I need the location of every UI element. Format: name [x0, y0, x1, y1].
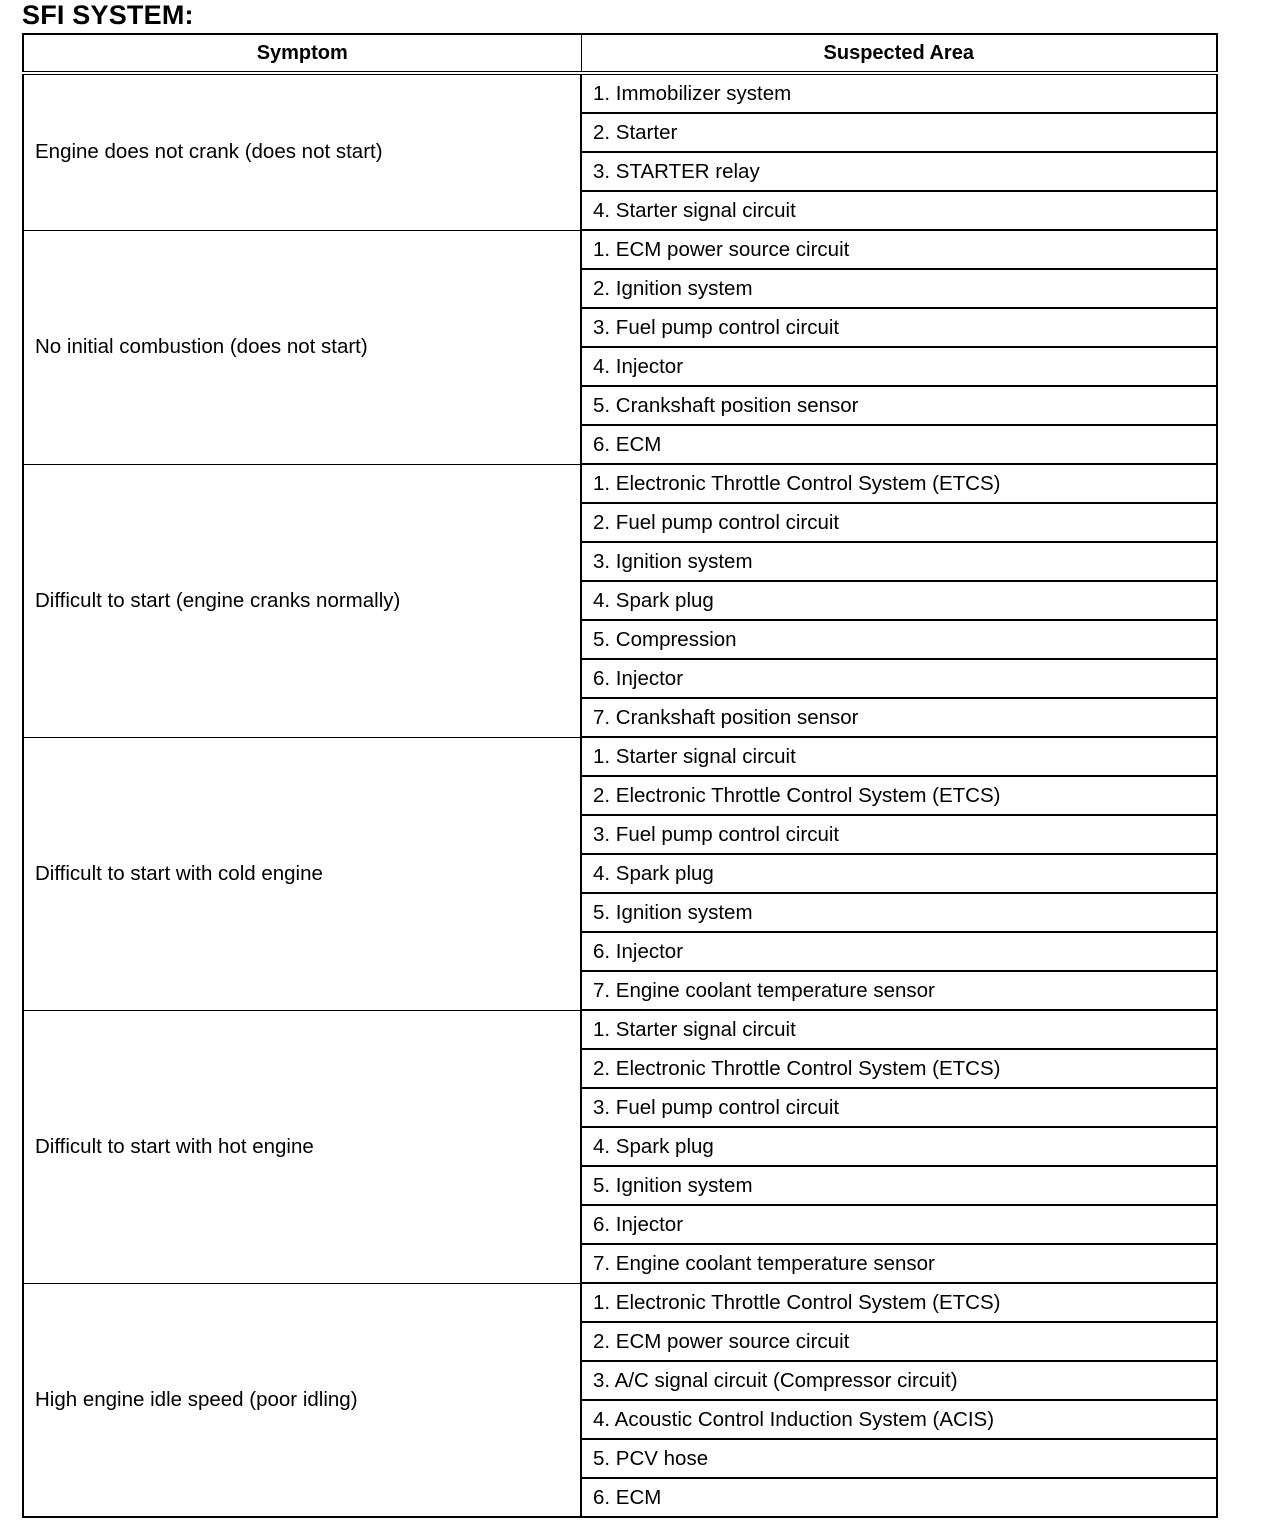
table-body [23, 73, 1217, 1517]
sfi-troubleshooting-table [22, 33, 1218, 1518]
suspected-area-cell: 2. Electronic Throttle Control System (ETCS) [581, 776, 1217, 815]
suspected-area-cell: 2. Ignition system [581, 269, 1217, 308]
suspected-area-cell: 4. Starter signal circuit [581, 191, 1217, 230]
symptom-cell: No initial combustion (does not start) [23, 230, 581, 464]
suspected-area-cell: 5. Ignition system [581, 893, 1217, 932]
suspected-area-cell: 4. Spark plug [581, 1127, 1217, 1166]
suspected-area-cell: 2. ECM power source circuit [581, 1322, 1217, 1361]
table-row [23, 73, 1217, 113]
suspected-area-cell: 4. Spark plug [581, 854, 1217, 893]
suspected-area-cell: 3. STARTER relay [581, 152, 1217, 191]
suspected-area-cell: 3. Ignition system [581, 542, 1217, 581]
suspected-area-cell: 1. Electronic Throttle Control System (ETCS) [581, 464, 1217, 503]
suspected-area-cell: 1. Electronic Throttle Control System (ETCS) [581, 1283, 1217, 1322]
symptom-cell: Engine does not crank (does not start) [23, 73, 581, 230]
table-row [23, 464, 1217, 503]
suspected-area-cell: 7. Engine coolant temperature sensor [581, 1244, 1217, 1283]
suspected-area-cell: 6. ECM [581, 425, 1217, 464]
suspected-area-cell: 4. Acoustic Control Induction System (ACIS) [581, 1400, 1217, 1439]
header-suspected-area: Suspected Area [581, 34, 1217, 73]
suspected-area-cell: 7. Crankshaft position sensor [581, 698, 1217, 737]
suspected-area-cell: 1. Starter signal circuit [581, 1010, 1217, 1049]
suspected-area-cell: 6. Injector [581, 1205, 1217, 1244]
table-row [23, 737, 1217, 776]
symptom-cell: Difficult to start with hot engine [23, 1010, 581, 1283]
suspected-area-cell: 4. Injector [581, 347, 1217, 386]
suspected-area-cell: 2. Starter [581, 113, 1217, 152]
suspected-area-cell: 1. Starter signal circuit [581, 737, 1217, 776]
suspected-area-cell: 4. Spark plug [581, 581, 1217, 620]
suspected-area-cell: 5. PCV hose [581, 1439, 1217, 1478]
suspected-area-cell: 1. Immobilizer system [581, 73, 1217, 113]
header-symptom: Symptom [23, 34, 581, 73]
suspected-area-cell: 3. A/C signal circuit (Compressor circuit) [581, 1361, 1217, 1400]
suspected-area-cell: 6. Injector [581, 932, 1217, 971]
suspected-area-cell: 5. Crankshaft position sensor [581, 386, 1217, 425]
table-row [23, 230, 1217, 269]
table-row [23, 1010, 1217, 1049]
page-title: SFI SYSTEM: [22, 0, 194, 30]
suspected-area-cell: 1. ECM power source circuit [581, 230, 1217, 269]
suspected-area-cell: 2. Electronic Throttle Control System (ETCS) [581, 1049, 1217, 1088]
suspected-area-cell: 3. Fuel pump control circuit [581, 815, 1217, 854]
suspected-area-cell: 3. Fuel pump control circuit [581, 308, 1217, 347]
table-header-row [23, 34, 1217, 73]
suspected-area-cell: 5. Ignition system [581, 1166, 1217, 1205]
suspected-area-cell: 3. Fuel pump control circuit [581, 1088, 1217, 1127]
symptom-cell: High engine idle speed (poor idling) [23, 1283, 581, 1517]
symptom-cell: Difficult to start (engine cranks normally) [23, 464, 581, 737]
symptom-cell: Difficult to start with cold engine [23, 737, 581, 1010]
suspected-area-cell: 6. Injector [581, 659, 1217, 698]
suspected-area-cell: 6. ECM [581, 1478, 1217, 1517]
suspected-area-cell: 7. Engine coolant temperature sensor [581, 971, 1217, 1010]
table-row [23, 1283, 1217, 1322]
suspected-area-cell: 2. Fuel pump control circuit [581, 503, 1217, 542]
suspected-area-cell: 5. Compression [581, 620, 1217, 659]
